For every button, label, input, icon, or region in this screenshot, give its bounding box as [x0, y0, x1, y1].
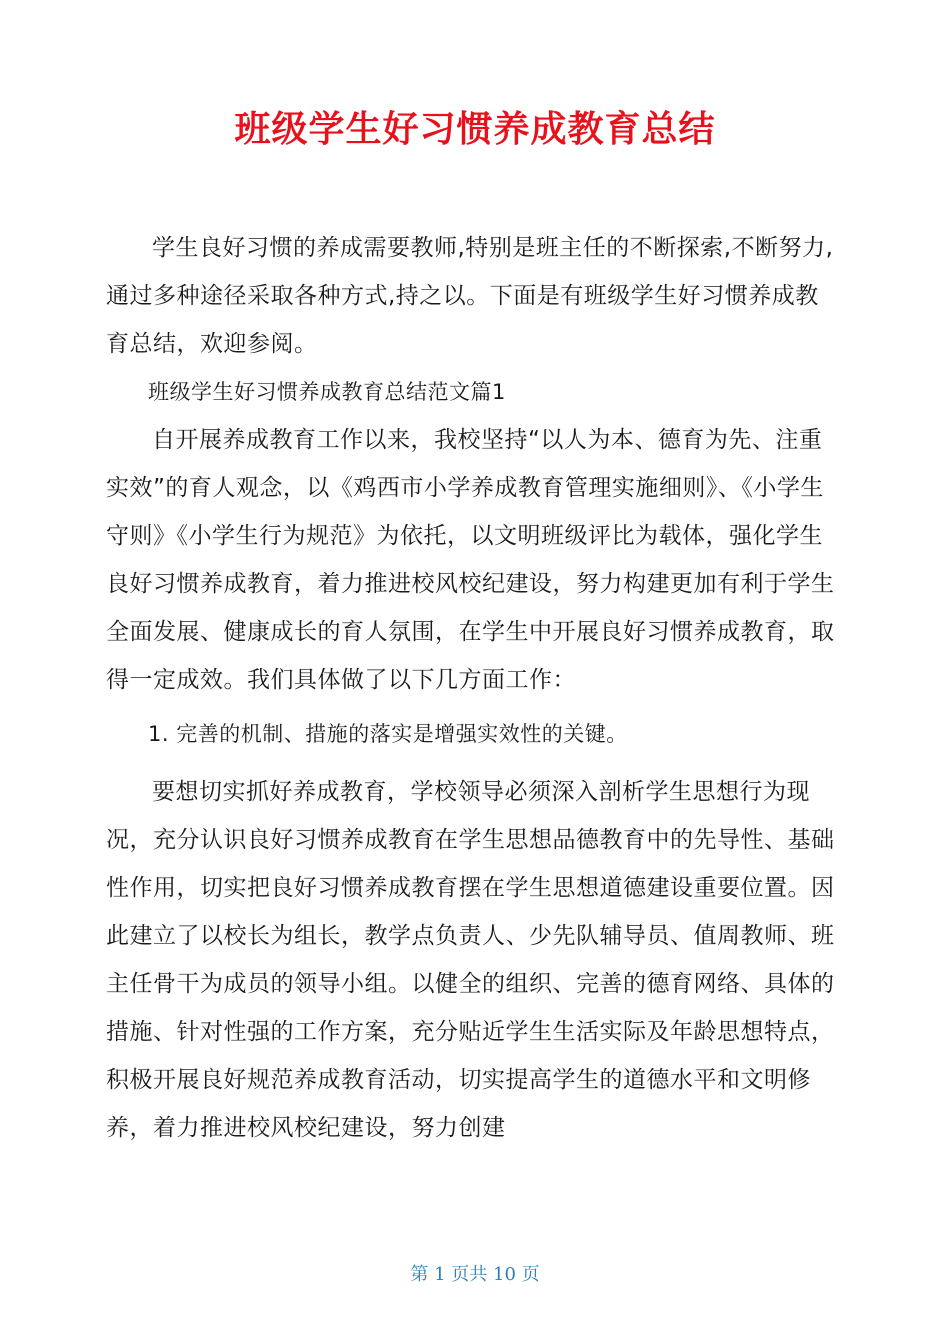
- body-paragraph: 要想切实抓好养成教育，学校领导必须深入剖析学生思想行为现况，充分认识良好习惯养成教育在学生思想品德教育中的先导性、基础性作用，切实把良好习惯养成教育摆在学生思想道德建设重要位置。因此建立了以校长为组长，教学点负责人、少先队辅导员、值周教师、班主任骨干为成员的领导小组。以健全的组织、完善的德育网络、具体的措施、针对性强的工作方案，充分贴近学生生活实际及年龄思想特点，积极开展良好规范养成教育活动，切实提高学生的道德水平和文明修养，着力推进校风校纪建设，努力创建: [106, 779, 835, 1141]
- section-heading: 班级学生好习惯养成教育总结范文篇1: [148, 380, 506, 404]
- page-footer: 第 1 页共 10 页: [410, 1264, 540, 1285]
- numbered-item: 1. 完善的机制、措施的落实是增强实效性的关键。: [148, 722, 628, 746]
- body-paragraph: 自开展养成教育工作以来，我校坚持“以人为本、德育为先、注重实效”的育人观念，以《鸡西市小学养成教育管理实施细则》、《小学生守则》《小学生行为规范》为依托，以文明班级评比为载体，强化学生良好习惯养成教育，着力推进校风校纪建设，努力构建更加有利于学生全面发展、健康成长的育人氛围，在学生中开展良好习惯养成教育，取得一定成效。我们具体做了以下几方面工作：: [106, 427, 835, 693]
- document-body: [106, 224, 842, 1152]
- document-title: 班级学生好习惯养成教育总结: [234, 109, 716, 150]
- intro-paragraph: 学生良好习惯的养成需要教师,特别是班主任的不断探索,不断努力,通过多种途径采取各种方式,持之以。下面是有班级学生好习惯养成教育总结，欢迎参阅。: [106, 235, 834, 357]
